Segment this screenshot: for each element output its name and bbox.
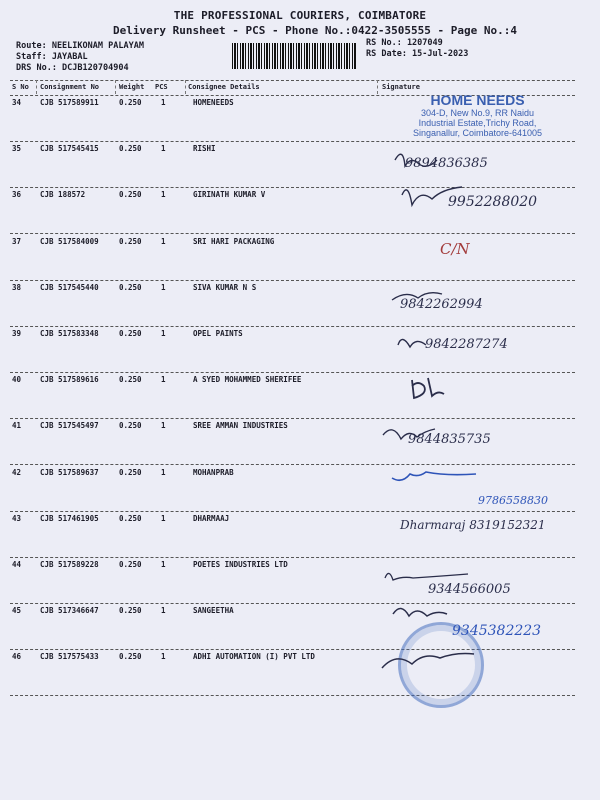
table-row	[10, 372, 575, 419]
cell-sno: 46	[12, 652, 22, 662]
cell-weight: 0.250	[119, 513, 142, 523]
cell-weight: 0.250	[119, 329, 142, 338]
cell-weight: 0.250	[119, 190, 142, 200]
cell-pcs: 1	[161, 560, 166, 569]
handwritten-note: 9894836385	[405, 156, 488, 171]
table-row	[10, 141, 575, 188]
handwritten-note: Dharmaraj 8319152321	[400, 518, 546, 532]
cell-weight: 0.250	[119, 560, 142, 569]
stamp-line: 304-D, New No.9, RR Naidu	[420, 108, 535, 118]
cell-consignee: HOMENEEDS	[193, 98, 234, 107]
col-divider	[185, 80, 186, 94]
cell-consignee: GIRINATH KUMAR V	[193, 190, 266, 200]
cell-consignee: SANGEETHA	[193, 606, 234, 616]
cell-consignee: SREE AMMAN INDUSTRIES	[193, 421, 288, 431]
col-sno: S No	[12, 83, 29, 91]
cell-pcs: 1	[161, 513, 166, 523]
cell-sno: 44	[12, 560, 22, 569]
cell-consignee: POETES INDUSTRIES LTD	[193, 560, 288, 569]
cell-pcs: 1	[161, 329, 166, 338]
cell-weight: 0.250	[119, 236, 142, 246]
cell-pcs: 1	[161, 98, 166, 107]
cell-consignee: MOHANPRAB	[193, 467, 234, 477]
cell-weight: 0.250	[119, 282, 142, 292]
home-needs-stamp	[380, 92, 575, 138]
cell-consignee: ADHI AUTOMATION (I) PVT LTD	[193, 652, 315, 662]
cell-consignment: CJB 517589228	[40, 560, 99, 569]
handwritten-note: 9844835735	[408, 432, 491, 447]
col-weight: Weight	[119, 83, 145, 91]
cell-consignment: CJB 188572	[40, 190, 86, 200]
rs-date: RS Date: 15-Jul-2023	[366, 49, 469, 59]
cell-weight: 0.250	[119, 98, 142, 107]
col-pcs: PCS	[155, 83, 168, 91]
cell-pcs: 1	[161, 375, 166, 385]
cell-pcs: 1	[161, 236, 166, 246]
table-row	[10, 649, 575, 696]
cell-sno: 34	[12, 98, 22, 107]
drs-label: DRS No.: DCJB120704904	[16, 63, 129, 73]
col-signature: Signature	[382, 83, 420, 91]
stamp-line: Singanallur, Coimbatore-641005	[412, 128, 543, 138]
cell-pcs: 1	[161, 190, 166, 200]
table-row	[10, 234, 575, 281]
rs-number: RS No.: 1207049	[366, 38, 443, 48]
cell-pcs: 1	[161, 606, 166, 616]
runsheet-title: Delivery Runsheet - PCS - Phone No.:0422-3505555 - Page No.:4	[113, 24, 517, 37]
stamp-name: HOME NEEDS	[430, 92, 525, 108]
cell-consignee: SIVA KUMAR N S	[193, 282, 257, 292]
table-row	[10, 280, 575, 327]
cell-consignee: DHARMAAJ	[193, 513, 230, 523]
cell-consignment: CJB 517346647	[40, 606, 99, 616]
cell-weight: 0.250	[119, 652, 142, 662]
handwritten-note: 9345382223	[452, 623, 542, 639]
cell-consignee: RISHI	[193, 144, 216, 154]
cell-consignment: CJB 517589911	[40, 98, 99, 107]
handwritten-note: 9344566005	[428, 582, 511, 597]
cell-consignee: OPEL PAINTS	[193, 329, 243, 338]
cell-consignment: CJB 517589616	[40, 375, 99, 385]
cell-sno: 37	[12, 236, 22, 246]
route-label: Route: NEELIKONAM PALAYAM	[16, 41, 144, 51]
cell-sno: 38	[12, 282, 22, 292]
cell-consignment: CJB 517583348	[40, 329, 99, 338]
company-title: THE PROFESSIONAL COURIERS, COIMBATORE	[173, 9, 427, 22]
cell-weight: 0.250	[119, 421, 142, 431]
barcode	[232, 43, 357, 69]
cell-pcs: 1	[161, 421, 166, 431]
handwritten-note: C/N	[440, 240, 470, 258]
cell-sno: 39	[12, 329, 22, 338]
cell-pcs: 1	[161, 282, 166, 292]
cell-consignment: CJB 517545497	[40, 421, 99, 431]
col-divider	[115, 80, 116, 94]
col-consignee: Consignee Details	[188, 83, 260, 91]
cell-consignment: CJB 517589637	[40, 467, 99, 477]
handwritten-note: 9842262994	[400, 297, 483, 312]
cell-consignee: A SYED MOHAMMED SHERIFEE	[193, 375, 302, 385]
cell-consignment: CJB 517461905	[40, 513, 99, 523]
cell-sno: 43	[12, 513, 22, 523]
handwritten-note: 9952288020	[448, 194, 538, 210]
cell-consignment: CJB 517575433	[40, 652, 99, 662]
cell-weight: 0.250	[119, 375, 142, 385]
cell-sno: 40	[12, 375, 22, 385]
cell-pcs: 1	[161, 652, 166, 662]
cell-consignment: CJB 517545440	[40, 282, 99, 292]
cell-sno: 35	[12, 144, 22, 154]
cell-consignment: CJB 517545415	[40, 144, 99, 154]
cell-sno: 41	[12, 421, 22, 431]
cell-weight: 0.250	[119, 467, 142, 477]
cell-sno: 42	[12, 467, 22, 477]
cell-pcs: 1	[161, 144, 166, 154]
cell-consignment: CJB 517584009	[40, 236, 99, 246]
cell-sno: 36	[12, 190, 22, 200]
col-divider	[36, 80, 37, 94]
col-divider	[377, 80, 378, 94]
col-consignment: Consignment No	[40, 83, 100, 91]
cell-pcs: 1	[161, 467, 166, 477]
cell-consignee: SRI HARI PACKAGING	[193, 236, 275, 246]
cell-weight: 0.250	[119, 144, 142, 154]
cell-sno: 45	[12, 606, 22, 616]
staff-label: Staff: JAYABAL	[16, 52, 88, 62]
cell-weight: 0.250	[119, 606, 142, 616]
handwritten-note: 9786558830	[478, 494, 548, 507]
stamp-line: Industrial Estate,Trichy Road,	[418, 118, 537, 128]
handwritten-note: 9842287274	[425, 337, 508, 352]
